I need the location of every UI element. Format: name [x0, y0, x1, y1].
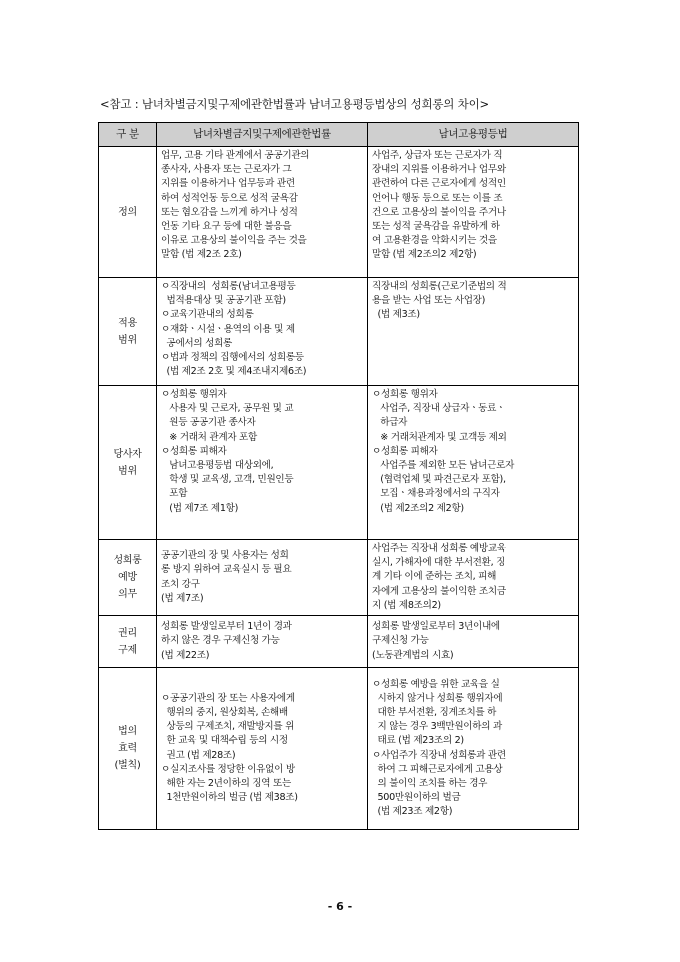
cell-line: 대한 부서전환, 징계조치를 하	[372, 706, 497, 718]
cell-law-a	[157, 540, 368, 616]
cell-line: ㅇ성희롱 행위자	[161, 389, 227, 400]
cell-line: ㅇ교육기관내의 성희롱	[161, 309, 254, 321]
cell-line: 500만원이하의 벌금	[372, 792, 461, 804]
cell-law-a	[157, 278, 368, 386]
cell-law-b	[368, 278, 579, 386]
cell-line: 자에게 고용상의 불이익한 조치금	[372, 585, 506, 597]
cell-line: 남녀고용평등법 대상외에,	[161, 460, 274, 472]
cell-line: ㅇ공공기관의 장 또는 사용자에게	[161, 692, 295, 704]
cell-line: ㅇ실지조사를 정당한 이유없이 방	[161, 763, 295, 775]
cell-law-b	[368, 616, 579, 668]
cell-line: 하급자	[372, 417, 408, 429]
cell-law-a	[157, 616, 368, 668]
cell-line: (법 제2조 2호 및 제4조내지제6조)	[161, 366, 307, 378]
cell-line: 원등 공공기관 종사자	[161, 417, 256, 429]
cell-line: 성희롱 발생일로부터 3년이내에	[372, 621, 500, 633]
row-label-line: 법의	[118, 726, 137, 738]
cell-line: 성희롱 발생일로부터 1년이 경과	[161, 621, 292, 633]
cell-line: 롱 방지 위하여 교육실시 등 필요	[161, 564, 292, 576]
cell-line: 사업주, 상급자 또는 근로자가 직	[372, 150, 503, 161]
cell-line: 사업주, 직장내 상급자ㆍ동료ㆍ	[372, 403, 506, 415]
row-label-line: 예방	[118, 572, 137, 583]
cell-line: 태료 (법 제23조의 2)	[372, 735, 464, 747]
cell-line: ㅇ직장내의 성희롱(남녀고용평등	[161, 281, 296, 292]
cell-line: 실시, 가해자에 대한 부서전환, 징	[372, 557, 506, 569]
cell-line: ㅇ법과 정책의 집행에서의 성희롱등	[161, 352, 304, 364]
cell-line: 지 (법 제8조의2)	[372, 599, 441, 611]
header-row	[99, 123, 579, 147]
cell-line: 하지 않은 경우 구제신청 가능	[161, 635, 280, 647]
cell-line: 또는 혐오감을 느끼게 하거나 성적	[161, 206, 298, 218]
row-label-line: 구제	[118, 644, 137, 656]
cell-line: 계 기타 이에 준하는 조치, 피해	[372, 571, 497, 583]
cell-line: 언동 기타 요구 등에 대한 불응을	[161, 221, 292, 233]
cell-line: 공에서의 성희롱	[161, 337, 233, 349]
cell-line: 직장내의 성희롱(근로기준법의 적	[372, 281, 507, 292]
row-label-line: 권리	[118, 627, 137, 639]
cell-line: ㅇ성희롱 행위자	[372, 389, 438, 400]
cell-line: (법 제2조의2 제2항)	[372, 502, 464, 514]
cell-line: ※ 거래처 관계자 포함	[161, 431, 257, 443]
cell-line: 사업주를 제외한 모든 남녀근로자	[372, 460, 515, 472]
cell-line: 포함	[161, 488, 188, 500]
cell-line: 법적용대상 및 공공기관 포함)	[161, 295, 286, 307]
cell-line: 장내의 지위를 이용하거나 업무와	[372, 164, 506, 176]
cell-line: 1천만원이하의 벌금 (법 제38조)	[161, 792, 298, 804]
cell-line: 공공기관의 장 및 사용자는 성희	[161, 550, 289, 562]
cell-line: 한 교육 및 대책수립 등의 시정	[161, 735, 288, 747]
cell-line: ※ 거래처관계자 및 고객등 제외	[372, 431, 507, 443]
row-label-line: 당사자	[113, 448, 142, 460]
row-label-line: 적용	[118, 317, 137, 329]
row-label	[99, 278, 157, 386]
cell-line: 구제신청 가능	[372, 635, 429, 647]
header-category: 구 분	[99, 123, 157, 147]
cell-line: 말함 (법 제2조의2 제2항)	[372, 249, 477, 261]
cell-line: 의 불이익 조치를 하는 경우	[372, 777, 488, 789]
cell-line: 건으로 고용상의 불이익을 주거나	[372, 206, 506, 218]
cell-line: 하여 성적언동 등으로 성적 굴욕감	[161, 192, 298, 204]
cell-line: 말함 (법 제2조 2호)	[161, 249, 242, 261]
row-label	[99, 386, 157, 540]
cell-line: ㅇ성희롱 예방을 위한 교육을 실	[372, 678, 500, 690]
cell-line: 용을 받는 사업 또는 사업장)	[372, 295, 486, 307]
cell-line: 행위의 중지, 원상회복, 손해배	[161, 706, 288, 718]
cell-line: (협력업체 및 파견근로자 포함),	[372, 474, 506, 486]
cell-line: 조치 강구	[161, 578, 200, 590]
cell-line: 학생 및 교육생, 고객, 민원인등	[161, 474, 294, 486]
cell-line: ㅇ성희롱 피해자	[372, 445, 438, 457]
cell-line: (법 제23조 제2항)	[372, 806, 453, 818]
table-caption: <참고 : 남녀차별금지및구제에관한법률과 남녀고용평등법상의 성희롱의 차이>	[100, 97, 489, 111]
row-label-line: 의무	[118, 589, 137, 600]
cell-line: 여 고용환경을 악화시키는 것을	[372, 235, 497, 247]
cell-line: (노동관계법의 시효)	[372, 649, 454, 661]
cell-line: 사용자 및 근로자, 공무원 및 교	[161, 403, 294, 415]
cell-line: 사업주는 직장내 성희롱 예방교육	[372, 543, 506, 554]
row-label	[99, 147, 157, 278]
table-row	[99, 386, 579, 540]
cell-line: 또는 성적 굴욕감을 유발하게 하	[372, 221, 500, 233]
comparison-table	[98, 122, 579, 830]
cell-line: (법 제7조 제1항)	[161, 502, 239, 514]
row-label	[99, 540, 157, 616]
cell-line: (법 제7조)	[161, 592, 204, 604]
table-row	[99, 668, 579, 830]
row-label	[99, 668, 157, 830]
table-row	[99, 616, 579, 668]
row-label-line: 효력	[118, 743, 137, 755]
cell-line: 권고 (법 제28조)	[161, 749, 236, 761]
header-law-b: 남녀고용평등법	[368, 123, 579, 147]
page-number: - 6 -	[327, 900, 353, 913]
cell-line: (법 제3조)	[372, 309, 420, 321]
row-label	[99, 616, 157, 668]
cell-line: 업무, 고용 기타 관계에서 공공기관의	[161, 150, 310, 161]
cell-line: 상등의 구제조치, 재발방지를 위	[161, 721, 295, 733]
cell-line: 지 않는 경우 3백만원이하의 과	[372, 721, 502, 733]
cell-law-a	[157, 386, 368, 540]
cell-law-b	[368, 668, 579, 830]
cell-line: 모집ㆍ채용과정에서의 구직자	[372, 488, 500, 500]
cell-line: 지위를 이용하거나 업무등과 관련	[161, 178, 295, 190]
cell-line: 해한 자는 2년이하의 징역 또는	[161, 777, 291, 789]
cell-line: ㅇ재화ㆍ시설ㆍ용역의 이용 및 제	[161, 323, 295, 335]
cell-law-b	[368, 147, 579, 278]
table-row	[99, 540, 579, 616]
table-row	[99, 278, 579, 386]
row-label-line: (벌칙)	[114, 760, 141, 772]
cell-line: (법 제22조)	[161, 649, 210, 661]
cell-line: 관련하여 다른 근로자에게 성적인	[372, 178, 506, 190]
row-label-line: 범위	[118, 465, 137, 477]
table-row	[99, 147, 579, 278]
cell-line: ㅇ성희롱 피해자	[161, 445, 227, 457]
cell-line: 종사자, 사용자 또는 근로자가 그	[161, 164, 292, 176]
row-label-line: 성희롱	[113, 555, 142, 566]
cell-law-a	[157, 668, 368, 830]
header-law-a: 남녀차별금지및구제에관한법률	[157, 123, 368, 147]
cell-line: 시하지 않거나 성희롱 행위자에	[372, 692, 503, 704]
cell-line: ㅇ사업주가 직장내 성희롱과 관련	[372, 749, 506, 761]
cell-law-a	[157, 147, 368, 278]
row-label-line: 정의	[118, 206, 137, 218]
cell-law-b	[368, 386, 579, 540]
cell-line: 이유로 고용상의 불이익을 주는 것을	[161, 235, 307, 247]
cell-line: 언어나 행동 등으로 또는 이를 조	[372, 192, 503, 204]
row-label-line: 범위	[118, 334, 137, 346]
cell-line: 하여 그 피해근로자에게 고용상	[372, 763, 503, 775]
cell-law-b	[368, 540, 579, 616]
